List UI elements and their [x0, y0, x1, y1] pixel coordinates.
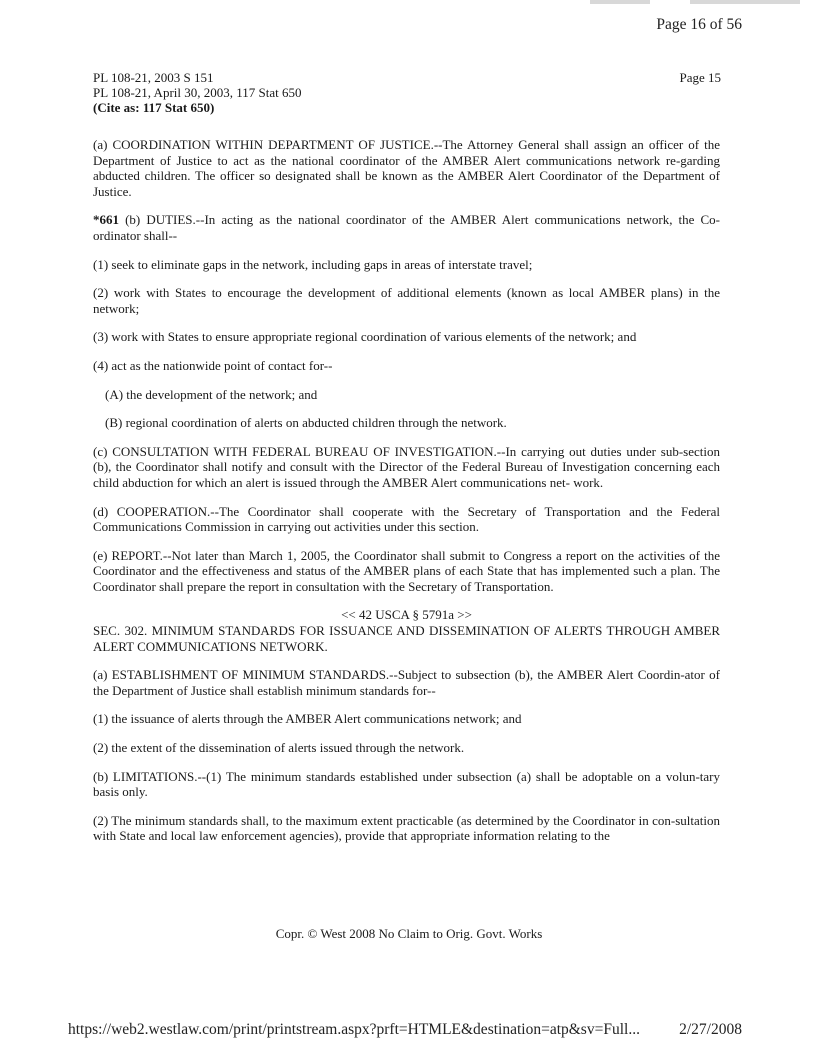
citation-block [93, 70, 301, 115]
copyright-notice: Copr. © West 2008 No Claim to Orig. Govt. Works [275, 926, 543, 941]
paragraph-duty-4: (4) act as the nationwide point of contact for-- [93, 357, 333, 373]
paragraph-limitations-2: (2) The minimum standards shall, to the maximum extent practicable (as determined by the Coordinator in con-sultation with State and local law enforcement agencies), provide that appropriate information relating to the [93, 812, 720, 844]
paragraph-duty-4a: (A) the development of the network; and [105, 386, 318, 402]
paragraph-consultation: (c) CONSULTATION WITH FEDERAL BUREAU OF INVESTIGATION.--In carrying out duties under sub-section (b), the Coordinator shall notify and consult with the Director of the Federal Bureau of Investigation concerning each child abduction for which an alert is issued through the AMBER Alert communications net- work. [93, 443, 720, 490]
citation-line-2: PL 108-21, April 30, 2003, 117 Stat 650 [93, 85, 302, 100]
usca-reference: << 42 USCA § 5791a >> [341, 607, 472, 623]
section-302-heading: SEC. 302. MINIMUM STANDARDS FOR ISSUANCE AND DISSEMINATION OF ALERTS THROUGH AMBER ALERT COMMUNICATIONS NETWORK. [93, 623, 720, 654]
paragraph-standard-2: (2) the extent of the dissemination of alerts issued through the network. [93, 740, 465, 756]
paragraph-cooperation: (d) COOPERATION.--The Coordinator shall cooperate with the Secretary of Transportation and the Federal Communications Commission in carrying out activities under this section. [93, 503, 720, 535]
citation-line-1: PL 108-21, 2003 S 151 [93, 70, 214, 85]
paragraph-duty-4b: (B) regional coordination of alerts on abducted children through the network. [105, 415, 507, 431]
footer-url: https://web2.westlaw.com/print/printstream.aspx?prft=HTMLE&destination=atp&sv=Full... [68, 1021, 640, 1038]
document-page-number: Page 15 [679, 70, 721, 85]
paragraph-establishment: (a) ESTABLISHMENT OF MINIMUM STANDARDS.--Subject to subsection (b), the AMBER Alert Coordin-ator of the Department of Justice shall establish minimum standards for-- [93, 667, 720, 698]
document-body [93, 137, 720, 857]
browser-page-counter: Page 16 of 56 [656, 16, 742, 33]
paragraph-standard-1: (1) the issuance of alerts through the AMBER Alert communications network; and [93, 711, 522, 727]
paragraph-coordination: (a) COORDINATION WITHIN DEPARTMENT OF JUSTICE.--The Attorney General shall assign an officer of the Department of Justice to act as the national coordinator of the AMBER Alert communications network re-garding abducted children. The officer so designated shall be known as the AMBER Alert Coordinator of the Department of Justice. [93, 137, 720, 199]
paragraph-duties: *661 (b) DUTIES.--In acting as the national coordinator of the AMBER Alert communications network, the Co-ordinator shall-- [93, 212, 720, 243]
citation-line-3: (Cite as: 117 Stat 650) [93, 100, 215, 115]
paragraph-duty-3: (3) work with States to ensure appropriate regional coordination of various elements of the network; and [93, 329, 637, 345]
paragraph-duty-2: (2) work with States to encourage the development of additional elements (known as local AMBER plans) in the network; [93, 285, 720, 316]
paragraph-report: (e) REPORT.--Not later than March 1, 2005, the Coordinator shall submit to Congress a report on the activities of the Coordinator and the effectiveness and status of the AMBER plans of each State that has implemented such a plan. The Coordinator shall prepare the report in consultation with the Secretary of Transportation. [93, 547, 720, 594]
footer-date: 2/27/2008 [679, 1021, 742, 1038]
paragraph-duty-1: (1) seek to eliminate gaps in the network, including gaps in areas of interstate travel; [93, 256, 533, 272]
scan-artifact [590, 0, 650, 4]
paragraph-limitations: (b) LIMITATIONS.--(1) The minimum standards established under subsection (a) shall be adoptable on a volun-tary basis only. [93, 768, 720, 800]
star-page-marker: *661 [93, 212, 119, 228]
scan-artifact [690, 0, 800, 4]
